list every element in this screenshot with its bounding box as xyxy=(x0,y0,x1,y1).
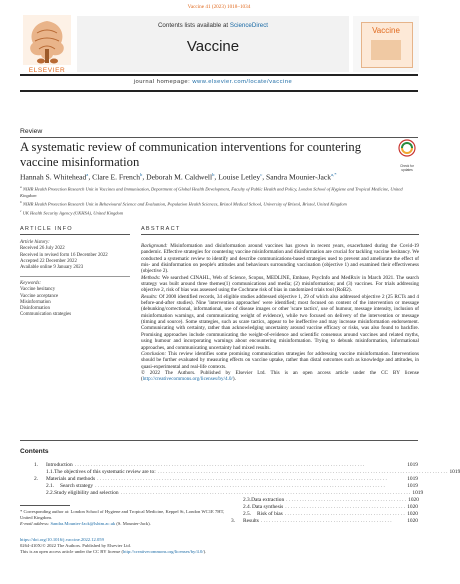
article-title: A systematic review of communication interventions for countering vaccine misinformation xyxy=(20,140,361,169)
oa-license-link[interactable]: http://creativecommons.org/licenses/by/4.0/ xyxy=(123,549,204,555)
contents-available xyxy=(77,22,349,29)
toc-num: 1.1. xyxy=(46,469,55,475)
toc-num: 1. xyxy=(34,462,39,468)
affil-sup: b xyxy=(20,199,22,204)
author-affil-sup[interactable]: a,* xyxy=(331,172,337,177)
background-text: Misinformation and disinformation around vaccines has grown in recent years, exacerbated during the Covid-19 pandemic. Effective strategies for countering vaccine misinformation and disinformation are crucial for tackling vaccine hesitancy. We conducted a systematic review to identify and describe communications-based strategies used to prevent and ameliorate the effect of mis- and disinformation on people's attitudes and behaviours surrounding vaccination (objective 1) and examined their effectiveness (objective 2). xyxy=(141,243,419,275)
toc-leader: . . . . . . . . . . . . . . . . . . . . . . . . . . . . . . . . . . . . . . . . . . . . . . . . . . . . . . . . . . . . . . . . . . . . . . . . . . . . . . . . . . . . . . . . . . . . . . . . . . . . . . . . . . . . xyxy=(74,462,365,468)
history-item: Available online 9 January 2023 xyxy=(20,265,84,271)
toc-num: 2. xyxy=(34,476,39,482)
corresponding-author-note xyxy=(20,509,225,527)
toc-page: 1020 xyxy=(407,518,418,524)
history-label: Article history: xyxy=(20,240,50,245)
toc-item[interactable] xyxy=(46,490,424,496)
author-name[interactable]: Louise Letley xyxy=(218,172,261,182)
toc-num: 2.3. xyxy=(243,497,252,503)
article-type: Review xyxy=(20,128,43,135)
results-label: Results: xyxy=(141,293,158,300)
oa-suffix: ). xyxy=(203,549,207,555)
info-divider xyxy=(20,276,130,277)
author-affil-sup[interactable]: c xyxy=(260,172,263,177)
journal-citation: Vaccine 41 (2023) 1018–1034 xyxy=(187,4,251,10)
toc-page: 1020 xyxy=(407,504,418,510)
toc-page: 1019 xyxy=(412,490,424,496)
email-suffix: (S. Mounier-Jack). xyxy=(115,521,151,527)
abstract-results xyxy=(141,294,419,351)
header-rule-bottom xyxy=(20,90,418,92)
toc-label: Risk of bias xyxy=(257,511,283,517)
toc-label: Search strategy xyxy=(60,483,94,489)
affiliations xyxy=(20,184,420,216)
toc-item[interactable] xyxy=(34,476,418,482)
toc-page: 1019 xyxy=(449,469,460,475)
toc-page: 1020 xyxy=(408,497,419,503)
journal-title: Vaccine xyxy=(186,38,240,55)
toc-page: 1019 xyxy=(407,462,418,468)
methods-label: Methods: xyxy=(141,274,161,281)
methods-text: We searched CINAHL, Web of Science, Scopus, MEDLINE, Embase, PsycInfo and MedRxiv in March 2021. The search strategy was built around three themes(1) communications and media; (2) misinformation; and (3) vaccines. For trials addressing objective 2, risk of bias was assessed using the Cochrane risk of bias in randomized trials tool (RoB2). xyxy=(141,274,419,294)
check-for-updates-badge[interactable] xyxy=(396,139,418,172)
toc-label: Introduction xyxy=(46,462,73,468)
issn-line: 0264-410X/© 2022 The Authors. Published by Elsevier Ltd. xyxy=(20,543,131,549)
contents-rule-top xyxy=(20,440,418,441)
keywords-label: Keywords: xyxy=(20,281,42,286)
keyword: Disinformation xyxy=(20,306,50,312)
abstract-methods xyxy=(141,275,419,294)
journal-cover xyxy=(353,16,419,72)
author-name[interactable]: Sandra Mounier-Jack xyxy=(266,172,332,182)
article-footer xyxy=(20,537,320,555)
toc-item[interactable] xyxy=(231,518,418,524)
author-name[interactable]: Deborah M. Caldwell xyxy=(146,172,213,182)
toc-page: 1019 xyxy=(407,476,418,482)
abstract-body xyxy=(141,243,419,383)
keyword: Communication strategies xyxy=(20,312,72,318)
toc-label: Study eligibility and selection xyxy=(54,490,119,496)
homepage-prefix: journal homepage: xyxy=(133,79,193,85)
toc-leader: . . . . . . . . . . . . . . . . . . . . . . . . . . . . . . . . . . . . . . . . . . . . . xyxy=(286,497,407,503)
contents-prefix: Contents lists available at xyxy=(157,22,230,29)
toc-num: 2.1. xyxy=(46,483,55,489)
toc-leader: . . . . . . . . . . . . . . . . . . . . . . . . . . . . . . . . . . . . . . . . . . . . . . . . . . . . . . . . . . . . . . . . . . . . . . . . . . . . . . . . . . . . . . . . . . . . . . . . . . . . . . . . . . . . xyxy=(120,490,411,496)
toc-label: The objectives of this systematic review are to: xyxy=(54,469,156,475)
contents-heading: Contents xyxy=(20,448,49,455)
background-label: Background: xyxy=(141,243,168,249)
abstract-copyright xyxy=(141,370,419,383)
toc-label: Data extraction xyxy=(251,497,285,503)
doi-link[interactable]: https://doi.org/10.1016/j.vaccine.2022.12.059 xyxy=(20,537,104,542)
publisher-name: ELSEVIER xyxy=(28,67,66,74)
toc-num: 2.4. xyxy=(243,504,252,510)
affiliation xyxy=(20,184,420,199)
license-link[interactable]: http://creativecommons.org/licenses/by/4.0/ xyxy=(142,376,233,383)
copyright-text: © 2022 The Authors. Published by Elsevier Ltd. This is an open access article under the CC BY license ( xyxy=(141,369,419,383)
toc-page: 1019 xyxy=(407,483,418,489)
toc-num: 2.5. xyxy=(243,511,252,517)
affil-sup: a xyxy=(20,185,22,189)
toc-label: Materials and methods xyxy=(46,476,96,482)
toc-item[interactable] xyxy=(243,497,418,503)
article-history xyxy=(20,240,130,271)
sciencedirect-link[interactable]: ScienceDirect xyxy=(229,22,269,29)
copyright-end: ). xyxy=(232,376,236,383)
toc-page: 1020 xyxy=(407,511,418,517)
author-affil-sup[interactable]: a xyxy=(86,172,89,177)
elsevier-tree-logo xyxy=(21,13,73,75)
info-rule xyxy=(20,234,130,235)
keyword: Misinformation xyxy=(20,299,51,305)
author-name[interactable]: Clare E. French xyxy=(92,172,141,182)
affiliation xyxy=(20,208,420,217)
affiliation xyxy=(20,199,420,208)
toc-num: 2.2. xyxy=(46,490,55,496)
title-rule xyxy=(20,137,418,138)
header-rule-top xyxy=(20,74,418,76)
affil-text: NIHR Health Protection Research Unit in Vaccines and Immunisation, Department of Global Health Development, Faculty of Public Health and Policy, London School of Hygiene and Tropical Medicine, United Kingdom xyxy=(20,186,403,198)
keyword: Vaccine hesitancy xyxy=(20,287,56,293)
footnote-text: * Corresponding author at: London School of Hygiene and Tropical Medicine, Keppel St, London WC1E 7HT, United Kingdom. xyxy=(20,509,225,521)
results-text: Of 2000 identified records, 34 eligible studies addressed objective 1, 29 of which also addressed objective 2 (25 RCTs and 4 before-and-after studies). Nine 'intervention approaches' were identified; most focused on content of the intervention or message (debunking/correctional, informational, use of disease images or other 'scare tactics', use of humour, message intensity, inclusion of misinformation warnings, and communicating weight of evidence), while two focused on delivery of the intervention or message (timing and source). Some strategies, such as scare tactics, appear to be ineffective and may increase misinformation endorsement. Communicating with certainty, rather than acknowledging uncertainty around vaccine efficacy or risks, was also found to backfire. Promising approaches include communicating the weight-of-evidence and scientific consensus around vaccines and related myths, using humour and incorporating warnings about encountering misinformation. Trying to debunk misinformation, informational approaches, and communicating uncertainty had mixed results. xyxy=(141,293,419,351)
abstract-background xyxy=(141,243,419,275)
abstract-rule xyxy=(141,234,419,235)
author-name[interactable]: Hannah S. Whitehead xyxy=(20,172,87,182)
abstract-conclusion xyxy=(141,351,419,370)
toc-item[interactable] xyxy=(243,504,418,510)
toc-label: Results xyxy=(243,518,259,524)
oa-prefix: This is an open access article under the CC BY license ( xyxy=(20,549,124,555)
abstract-heading: ABSTRACT xyxy=(141,226,181,232)
footnote-rule xyxy=(20,505,70,506)
history-item: Received in revised form 16 December 2022 xyxy=(20,252,108,258)
toc-item[interactable] xyxy=(243,511,418,517)
history-item: Received 26 July 2022 xyxy=(20,246,65,252)
affil-text: NIHR Health Protection Research Unit in Behavioural Science and Evaluation, Population Health Sciences, Bristol Medical School, University of Bristol, Bristol, United Kingdom xyxy=(22,201,347,207)
author-list: Hannah S. Whitehead$^a$, Clare E. French$^b$, Deborah M. Caldwell$^b$, Louise Letley$^c$, Sandra Mounier-Jack$^{a,*}$ xyxy=(20,172,337,182)
homepage-link[interactable]: www.elsevier.com/locate/vaccine xyxy=(192,79,293,85)
check-updates-label: Check for updates xyxy=(400,164,414,172)
keyword: Vaccine acceptance xyxy=(20,293,59,299)
toc-item[interactable] xyxy=(34,462,418,468)
toc-leader: . . . . . . . . . . . . . . . . . . . . . . . . . . . . . . . . . . . . . . . . . . . . . xyxy=(285,504,406,510)
email-link[interactable]: Sandra.Mounier-Jack@lshtm.ac.uk xyxy=(50,521,116,527)
history-item: Accepted 22 December 2022 xyxy=(20,258,77,264)
conclusion-label: Conclusion: xyxy=(141,350,167,357)
author-affil-sup[interactable]: b xyxy=(140,172,143,177)
affil-sup: c xyxy=(20,208,22,213)
toc-leader: . . . . . . . . . . . . . . . . . . . . . . . . . . . . . . . . . . . . . . . . . . . . . xyxy=(284,511,405,517)
footnote-email xyxy=(20,521,225,527)
open-access-line xyxy=(20,549,320,555)
article-info-heading: ARTICLE INFO xyxy=(20,226,73,232)
toc-label: Data synthesis xyxy=(251,504,284,510)
conclusion-text: This review identifies some promising communication strategies for addressing vaccine misinformation. Interventions should be further evaluated by measuring effects on vaccine uptake, rather than distal outcomes such as knowledge and attitudes, in quasi-experimental and real-life contexts. xyxy=(141,350,419,370)
check-updates-icon xyxy=(396,139,418,159)
cover-title: Vaccine xyxy=(372,26,400,35)
toc-item[interactable] xyxy=(46,469,460,475)
email-label: E-mail address: xyxy=(20,521,51,527)
toc-num: 3. xyxy=(231,518,236,524)
toc-leader: . . . . . . . . . . . . . . . . . . . . . . . . . . . . . . . . . . . . . . . . . . . . . . . . . xyxy=(260,518,392,524)
affil-text: UK Health Security Agency (UKHSA), United Kingdom xyxy=(22,210,124,216)
toc-item[interactable] xyxy=(46,483,418,489)
keywords xyxy=(20,281,130,319)
toc-leader: . . . . . . . . . . . . . . . . . . . . . . . . . . . . . . . . . . . . . . . . . . . . . . . . . . . . . . . . . . . . . . . . . . . . . . . . . . . . . . . . . . . . . . . . . . . . . . . . . . . . . . . . . . . . xyxy=(97,476,387,482)
author-affil-sup[interactable]: b xyxy=(212,172,215,177)
toc-leader: . . . . . . . . . . . . . . . . . . . . . . . . . . . . . . . . . . . . . . . . . . . . . . . . . . . . . . . . . . . . . . . . . . . . . . . . . . . . . . . . . . . . . . . . . . . . . . . . . . . . . . . . . . . . xyxy=(157,469,448,475)
journal-homepage xyxy=(77,79,349,85)
toc-leader: . . . . . . . . . . . . . . . . . . . . . . . . . . . . . . . . . . . . . . . . . . . . . . . . . . . . . . . . . . . . . . . . . . . . . . . . . . . . . . . . . . . . . . . . . . . . . . . . . . . . . . . . . . . . xyxy=(95,483,385,489)
